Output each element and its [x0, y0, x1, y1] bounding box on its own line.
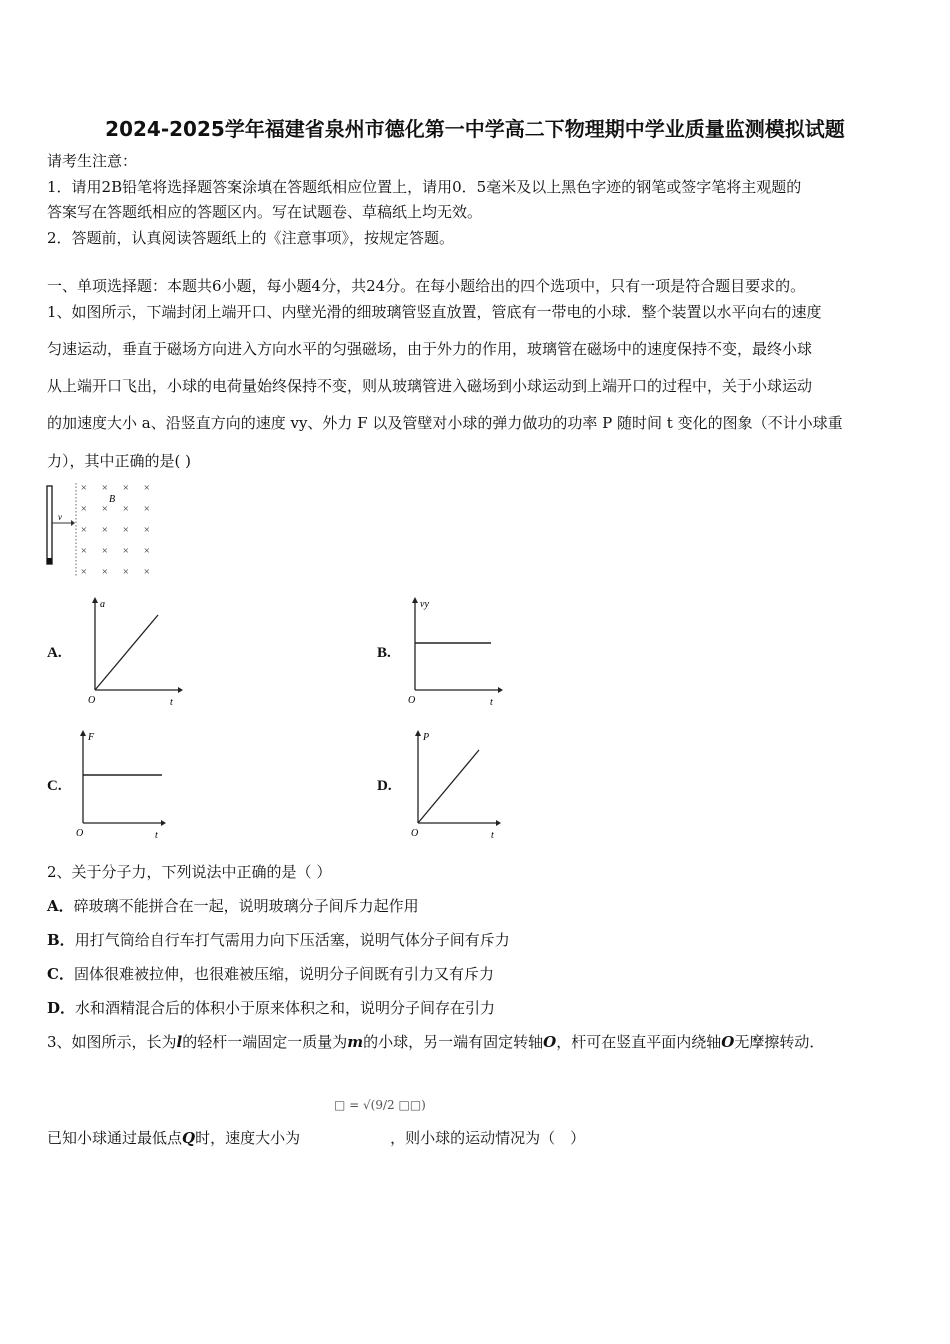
- field-cross: ×: [80, 545, 88, 557]
- field-cross: ×: [143, 503, 151, 515]
- q1-line: 从上端开口飞出，小球的电荷量始终保持不变，则从玻璃管进入磁场到小球运动到上端开口的过程中，关于小球运动: [47, 377, 813, 395]
- field-cross: ×: [143, 545, 151, 557]
- q1-line: 匀速运动，垂直于磁场方向进入方向水平的匀强磁场，由于外力的作用，玻璃管在磁场中的速度保持不变，最终小球: [47, 340, 813, 358]
- page-title: 2024-2025学年福建省泉州市德化第一中学高二下物理期中学业质量监测模拟试题: [105, 117, 845, 141]
- svg-text:t: t: [490, 697, 493, 708]
- svg-text:O: O: [411, 828, 419, 839]
- field-cross: ×: [101, 503, 109, 515]
- option-label: D．: [47, 999, 76, 1017]
- svg-text:O: O: [408, 695, 416, 706]
- glass-tube: [47, 486, 52, 564]
- field-cross: ×: [80, 524, 88, 536]
- q2-option-d[interactable]: [47, 997, 495, 1018]
- svg-text:O: O: [76, 828, 84, 839]
- q1-line: 力），其中正确的是( ): [47, 452, 191, 470]
- option-label[interactable]: C.: [47, 778, 62, 794]
- field-cross: ×: [143, 524, 151, 536]
- field-cross: ×: [101, 524, 109, 536]
- ball: [47, 558, 52, 564]
- notice-line: 2．答题前，认真阅读答题纸上的《注意事项》，按规定答题。: [47, 229, 455, 247]
- field-cross: ×: [122, 524, 130, 536]
- option-label: A．: [47, 897, 74, 915]
- notice-line: 1．请用2B铅笔将选择题答案涂填在答题纸相应位置上，请用0．5毫米及以上黑色字迹的钢笔或签字笔将主观题的: [47, 178, 802, 196]
- notice-line: 答案写在答题纸相应的答题区内。写在试题卷、草稿纸上均无效。: [47, 203, 483, 221]
- magnetic-field-figure: [40, 478, 160, 578]
- field-cross: ×: [122, 482, 130, 494]
- graph-a[interactable]: [85, 595, 185, 710]
- q2-option-c[interactable]: [47, 963, 494, 984]
- option-text: 碎玻璃不能拼合在一起，说明玻璃分子间斥力起作用: [73, 897, 419, 915]
- q1-line: 的加速度大小 a、沿竖直方向的速度 vy、外力 F 以及管壁对小球的弹力做功的功率 P 随时间 t 变化的图象（不计小球重: [47, 414, 843, 432]
- option-label[interactable]: A.: [47, 645, 62, 661]
- field-cross: ×: [101, 545, 109, 557]
- graph-c[interactable]: [73, 728, 173, 843]
- field-cross: ×: [80, 482, 88, 494]
- option-text: 用打气筒给自行车打气需用力向下压活塞，说明气体分子间有斥力: [74, 931, 510, 949]
- svg-text:O: O: [88, 695, 96, 706]
- svg-text:F: F: [88, 732, 95, 743]
- svg-text:vy: vy: [420, 599, 429, 610]
- svg-text:t: t: [170, 697, 173, 708]
- graph-b[interactable]: [405, 595, 505, 710]
- field-cross: ×: [101, 566, 109, 578]
- field-cross: ×: [122, 566, 130, 578]
- q1-line: 1、如图所示，下端封闭上端开口、内壁光滑的细玻璃管竖直放置，管底有一带电的小球．整个装置以水平向右的速度: [47, 303, 822, 321]
- q2-stem: 2、关于分子力，下列说法中正确的是（ ）: [47, 863, 332, 881]
- svg-text:t: t: [491, 830, 494, 841]
- graph-line: [418, 750, 479, 823]
- q2-option-a[interactable]: [47, 895, 419, 916]
- field-cross: ×: [80, 566, 88, 578]
- q3-stem: 3、如图所示，长为l的轻杆一端固定一质量为m的小球，另一端有固定转轴O，杆可在竖直平面内绕轴O无摩擦转动．: [47, 1033, 825, 1051]
- velocity-formula: □ = √(9/2 □□): [334, 1098, 426, 1112]
- q3-stem-cont: 已知小球通过最低点Q时，速度大小为 ，则小球的运动情况为（ ）: [47, 1129, 586, 1147]
- field-crosses: [80, 482, 150, 578]
- graph-line: [95, 615, 158, 690]
- field-cross: ×: [80, 503, 88, 515]
- field-cross: ×: [143, 566, 151, 578]
- option-text: 水和酒精混合后的体积小于原来体积之和，说明分子间存在引力: [75, 999, 496, 1017]
- option-label: C．: [47, 965, 74, 983]
- notice-heading: 请考生注意：: [47, 152, 138, 170]
- option-label: B．: [47, 931, 75, 949]
- field-cross: ×: [122, 503, 130, 515]
- field-cross: ×: [122, 545, 130, 557]
- svg-text:t: t: [155, 830, 158, 841]
- field-label: B: [109, 494, 116, 505]
- section-heading: 一、单项选择题：本题共6小题，每小题4分，共24分。在每小题给出的四个选项中，只有一项是符合题目要求的。: [47, 277, 806, 295]
- field-cross: ×: [101, 482, 109, 494]
- option-label[interactable]: B.: [377, 645, 391, 661]
- svg-text:a: a: [100, 599, 105, 610]
- graph-d[interactable]: [408, 728, 508, 843]
- field-cross: ×: [143, 482, 151, 494]
- option-label[interactable]: D.: [377, 778, 392, 794]
- q2-option-b[interactable]: [47, 929, 510, 950]
- velocity-label: v: [58, 512, 62, 522]
- option-text: 固体很难被拉伸，也很难被压缩，说明分子间既有引力又有斥力: [73, 965, 494, 983]
- svg-text:P: P: [423, 732, 430, 743]
